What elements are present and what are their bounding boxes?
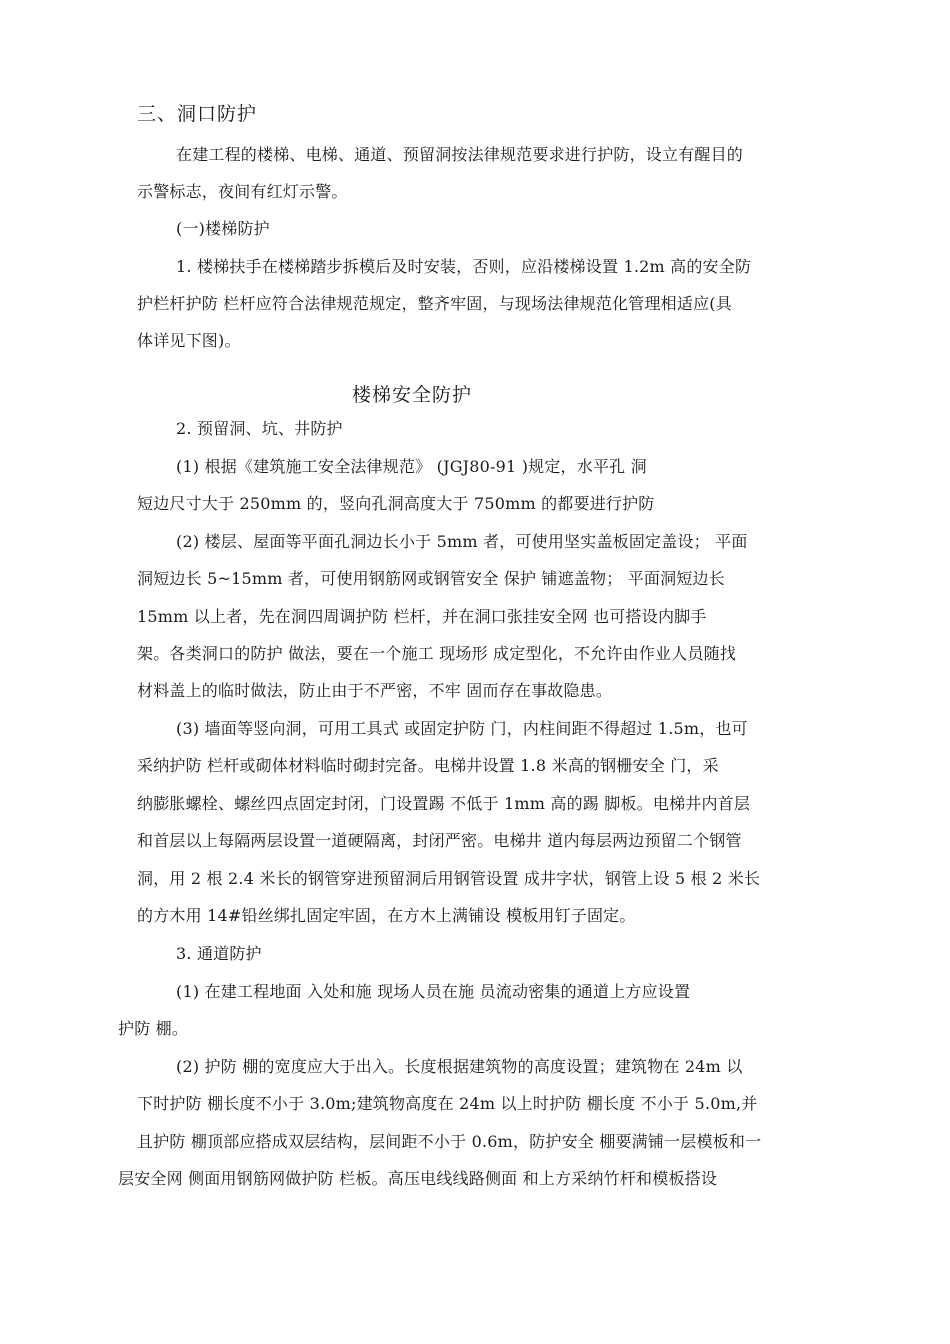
passage-p2-line-4: 层安全网 侧面用钢筋网做护防 栏板。高压电线线路侧面 和上方采纳竹杆和模板搭设	[118, 1169, 718, 1188]
passage-p1-line-1: (1) 在建工程地面 入处和施 现场人员在施 员流动密集的通道上方应设置	[176, 982, 691, 1001]
intro-line-1: 在建工程的楼梯、电梯、通道、预留洞按法律规范要求进行护防，设立有醒目的	[176, 145, 744, 164]
openings-p2-line-4: 架。各类洞口的防护 做法，要在一个施工 现场形 成定型化，不允许由作业人员随找	[137, 644, 737, 663]
stairs-item-1-line-3: 体详见下图)。	[137, 331, 241, 350]
intro-line-2: 示警标志，夜间有红灯示警。	[137, 182, 348, 201]
subsection-title-openings: 2. 预留洞、坑、井防护	[176, 419, 343, 438]
openings-p3-line-2: 采纳护防 栏杆或砌体材料临时砌封完备。电梯井设置 1.8 米高的钢栅安全 门，采	[137, 756, 719, 775]
passage-p2-line-2: 下时护防 棚长度不小于 3.0m;建筑物高度在 24m 以上时护防 棚长度 不小于 5.0m,并	[137, 1094, 758, 1113]
figure-caption: 楼梯安全防护	[352, 384, 473, 406]
openings-p2-line-3: 15mm 以上者，先在洞四周调护防 栏杆，并在洞口张挂安全网 也可搭设内脚手	[137, 607, 707, 626]
openings-p1-line-2: 短边尺寸大于 250mm 的，竖向孔洞高度大于 750mm 的都要进行护防	[137, 494, 655, 513]
passage-p2-line-1: (2) 护防 棚的宽度应大于出入。长度根据建筑物的高度设置；建筑物在 24m 以	[176, 1057, 743, 1076]
openings-p1-line-1: (1) 根据《建筑施工安全法律规范》 (JGJ80-91 )规定，水平孔 洞	[176, 457, 647, 476]
stairs-item-1-line-2: 护栏杆护防 栏杆应符合法律规范规定，整齐牢固，与现场法律规范化管理相适应(具	[137, 294, 732, 313]
openings-p2-line-2: 洞短边长 5~15mm 者，可使用钢筋网或钢管安全 保护 铺遮盖物； 平面洞短边长	[137, 569, 725, 588]
stairs-item-1-line-1: 1. 楼梯扶手在楼梯踏步拆模后及时安装，否则，应沿楼梯设置 1.2m 高的安全防	[176, 257, 752, 276]
openings-p3-line-3: 纳膨胀螺栓、螺丝四点固定封闭，门设置踢 不低于 1mm 高的踢 脚板。电梯井内首层	[137, 794, 751, 813]
openings-p2-line-5: 材料盖上的临时做法，防止由于不严密，不牢 固而存在事故隐患。	[137, 681, 613, 700]
openings-p3-line-4: 和首层以上每隔两层设置一道硬隔离，封闭严密。电梯井 道内每层两边预留二个钢管	[137, 831, 742, 850]
openings-p3-line-5: 洞，用 2 根 2.4 米长的钢管穿进预留洞后用钢管设置 成井字状，钢管上设 5 根 2 米长	[137, 869, 761, 888]
subsection-title-passage: 3. 通道防护	[176, 944, 262, 963]
openings-p3-line-6: 的方木用 14#铅丝绑扎固定牢固，在方木上满铺设 模板用钉子固定。	[137, 906, 636, 925]
subsection-title-stairs: (一)楼梯防护	[176, 219, 270, 238]
openings-p3-line-1: (3) 墙面等竖向洞，可用工具式 或固定护防 门，内柱间距不得超过 1.5m，也可	[176, 719, 748, 738]
section-title: 三、洞口防护	[137, 103, 258, 125]
passage-p2-line-3: 且护防 棚顶部应搭成双层结构，层间距不小于 0.6m，防护安全 棚要满铺一层模板和一	[137, 1132, 762, 1151]
passage-p1-line-2: 护防 棚。	[118, 1019, 189, 1038]
openings-p2-line-1: (2) 楼层、屋面等平面孔洞边长小于 5mm 者，可使用坚实盖板固定盖设； 平面	[176, 532, 748, 551]
